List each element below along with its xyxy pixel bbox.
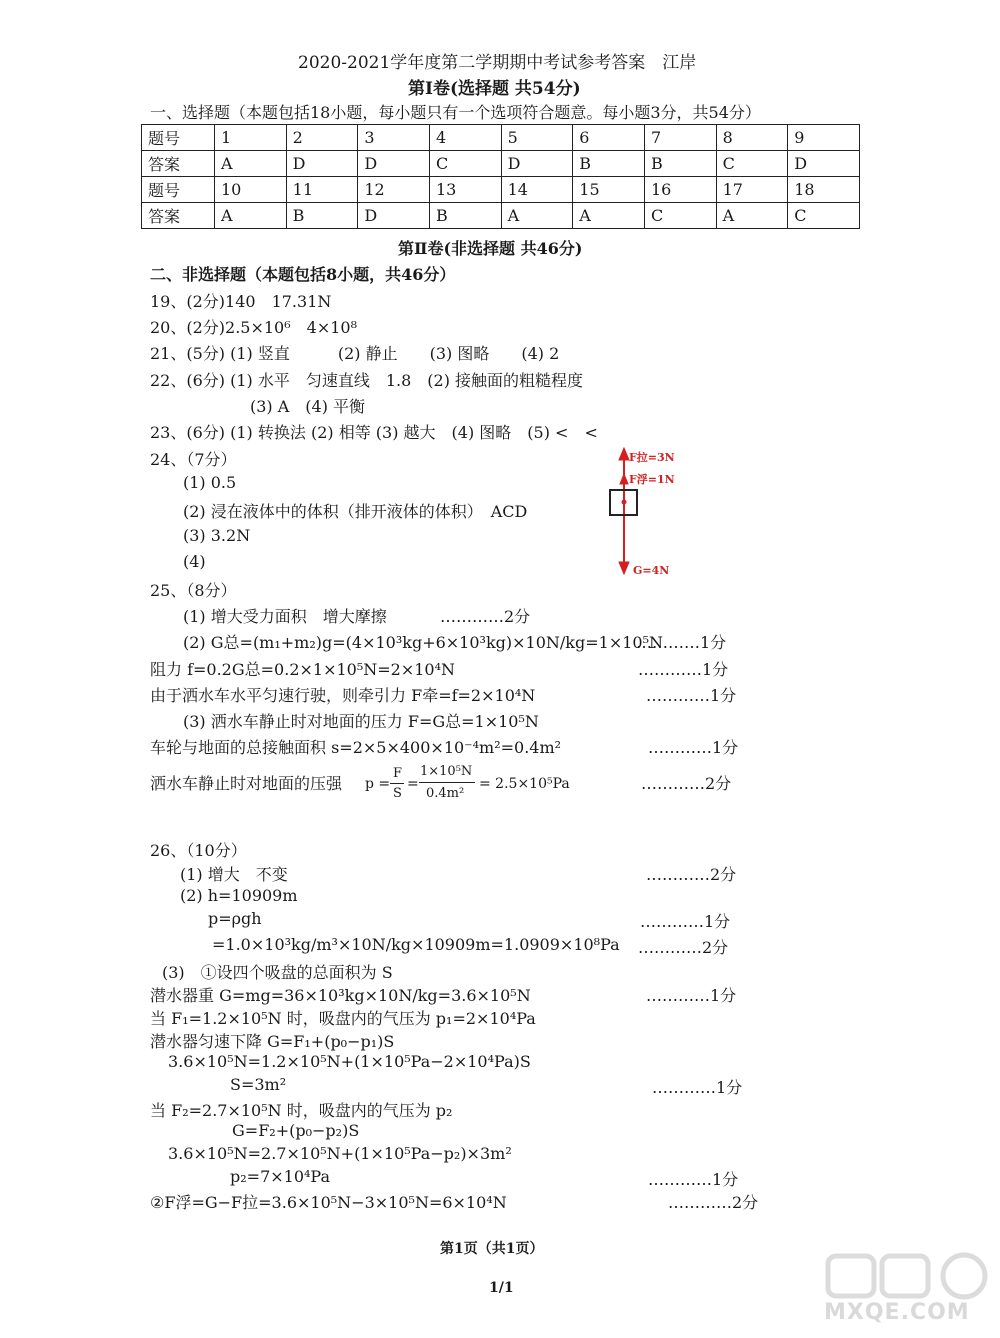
page-number: 1/1 [489,1280,514,1296]
answer-26-1: (1) 增大 不变 [180,865,288,884]
table-cell: 16 [644,177,716,203]
table-cell: 答案 [142,203,215,229]
page-indicator: 第1页（共1页） [440,1241,544,1257]
table-cell: 7 [644,125,716,151]
table-cell: 11 [286,177,358,203]
score-marker: …………2分 [641,774,732,793]
table-cell: 4 [429,125,501,151]
table-cell: D [358,203,430,229]
table-cell: B [286,203,358,229]
table-cell: C [429,151,501,177]
table-cell: 答案 [142,151,215,177]
table-cell: 题号 [142,125,215,151]
answer-25-7-text: 洒水车静止时对地面的压强 [150,774,343,793]
answer-24-4: (4) [183,552,206,571]
table-cell: 15 [573,177,645,203]
document-title: 2020-2021学年度第二学期期中考试参考答案 江岸 [298,53,697,73]
table-cell: 13 [429,177,501,203]
answer-23: 23、(6分) (1) 转换法 (2) 相等 (3) 越大 (4) 图略 (5) < < [150,423,598,442]
answer-25-1: (1) 增大受力面积 增大摩擦 [183,607,387,626]
score-marker: …………1分 [652,1078,743,1097]
answer-25-2: (2) G总=(m₁+m₂)g=(4×10³kg+6×10³kg)×10N/kg=1×10⁵N [183,633,663,652]
answer-21: 21、(5分) (1) 竖直 (2) 静止 (3) 图略 (4) 2 [150,344,560,363]
center-dot [622,500,627,505]
answer-26-14: p₂=7×10⁴Pa [230,1167,331,1186]
part2-title: 第Ⅱ卷(非选择题 共46分) [398,239,583,258]
answer-25-3: 阻力 f=0.2G总=0.2×1×10⁵N=2×10⁴N [150,660,456,679]
pull-force-label: F拉=3N [629,451,675,464]
answer-24-3: (3) 3.2N [183,526,251,545]
table-row [142,177,860,203]
table-cell: 3 [358,125,430,151]
table-cell: 12 [358,177,430,203]
formula-equals: = [407,776,419,792]
score-marker: …………2分 [646,865,737,884]
score-marker: …………1分 [636,633,727,652]
answer-26-4: =1.0×10³kg/m³×10N/kg×10909m=1.0909×10⁸Pa [212,935,620,954]
table-cell: 题号 [142,177,215,203]
table-cell: 10 [215,177,287,203]
answer-26-2: (2) h=10909m [180,886,298,905]
answer-25: 25、（8分） [150,581,237,600]
table-cell: B [573,151,645,177]
score-marker: …………1分 [648,1170,739,1189]
table-cell: D [501,151,573,177]
buoyancy-force-label: F浮=1N [629,473,675,486]
table-cell: A [716,203,788,229]
score-marker: …………2分 [440,607,531,626]
fraction-bar [390,783,404,784]
table-cell: 18 [788,177,860,203]
answer-22: 22、(6分) (1) 水平 匀速直线 1.8 (2) 接触面的粗糙程度 [150,371,584,390]
score-marker: …………1分 [646,686,737,705]
table-cell: 5 [501,125,573,151]
table-row [142,151,860,177]
table-cell: 1 [215,125,287,151]
table-cell: 9 [788,125,860,151]
score-marker: …………1分 [646,986,737,1005]
formula-numerator-f: F [393,766,403,781]
answer-26: 26、（10分） [150,841,247,860]
answer-table [141,124,860,229]
answer-26-10: S=3m² [230,1075,287,1094]
table-cell: B [429,203,501,229]
buoyancy-arrowhead-icon [620,474,628,484]
answer-26-11: 当 F₂=2.7×10⁵N 时，吸盘内的气压为 p₂ [150,1101,453,1120]
table-cell: A [573,203,645,229]
score-marker: …………2分 [668,1193,759,1212]
answer-26-13: 3.6×10⁵N=2.7×10⁵N+(1×10⁵Pa−p₂)×3m² [168,1144,512,1163]
watermark-text: MXQE.COM [824,1300,970,1325]
answer-26-8: 潜水器匀速下降 G=F₁+(p₀−p₁)S [150,1032,395,1051]
table-cell: A [215,151,287,177]
table-row [142,125,860,151]
answer-24-2: (2) 浸在液体中的体积（排开液体的体积） ACD [183,502,528,521]
section1-heading: 一、选择题（本题包括18小题，每小题只有一个选项符合题意。每小题3分，共54分） [150,103,761,122]
formula-p: p = [365,776,391,792]
answer-26-12: G=F₂+(p₀−p₂)S [232,1121,360,1140]
score-marker: …………1分 [640,912,731,931]
table-cell: D [286,151,358,177]
answer-25-4: 由于洒水车水平匀速行驶，则牵引力 F牵=f=2×10⁴N [150,686,536,705]
table-cell: 17 [716,177,788,203]
answer-26-5: (3) ①设四个吸盘的总面积为 S [162,963,393,982]
table-cell: C [644,203,716,229]
table-cell: 2 [286,125,358,151]
answer-26-9: 3.6×10⁵N=1.2×10⁵N+(1×10⁵Pa−2×10⁴Pa)S [168,1052,531,1071]
table-cell: D [788,151,860,177]
answer-26-6: 潜水器重 G=mg=36×10³kg×10N/kg=3.6×10⁵N [150,986,531,1005]
answer-26-3: p=ρgh [208,909,262,928]
formula-denominator-s: S [393,786,402,801]
formula-denominator-value: 0.4m² [426,786,465,801]
answer-26-15: ②F浮=G−F拉=3.6×10⁵N−3×10⁵N=6×10⁴N [150,1193,507,1212]
table-cell: A [501,203,573,229]
answer-25-5: (3) 洒水车静止时对地面的压力 F=G总=1×10⁵N [183,712,539,731]
table-cell: 8 [716,125,788,151]
table-cell: B [644,151,716,177]
score-marker: …………1分 [648,738,739,757]
section2-heading: 二、非选择题（本题包括8小题，共46分） [150,265,456,284]
fraction-bar [419,782,475,783]
score-marker: …………1分 [638,660,729,679]
answer-26-7: 当 F₁=1.2×10⁵N 时，吸盘内的气压为 p₁=2×10⁴Pa [150,1009,536,1028]
score-marker: …………2分 [638,938,729,957]
answer-24-1: (1) 0.5 [183,473,237,492]
part1-title: 第Ⅰ卷(选择题 共54分) [408,79,581,99]
answer-24: 24、（7分） [150,450,237,469]
gravity-arrowhead-icon [619,562,629,574]
table-cell: 14 [501,177,573,203]
answer-22-continued: (3) A (4) 平衡 [250,397,366,416]
formula-result: = 2.5×10⁵Pa [479,776,570,792]
table-cell: C [716,151,788,177]
formula-numerator-value: 1×10⁵N [420,764,473,779]
answer-19: 19、(2分)140 17.31N [150,292,332,311]
table-cell: D [358,151,430,177]
pull-arrowhead-icon [619,448,629,460]
table-cell: 6 [573,125,645,151]
table-cell: C [788,203,860,229]
answer-25-6: 车轮与地面的总接触面积 s=2×5×400×10⁻⁴m²=0.4m² [150,738,562,757]
answer-20: 20、(2分)2.5×10⁶ 4×10⁸ [150,318,358,337]
gravity-force-label: G=4N [633,564,670,577]
table-row [142,203,860,229]
table-cell: A [215,203,287,229]
